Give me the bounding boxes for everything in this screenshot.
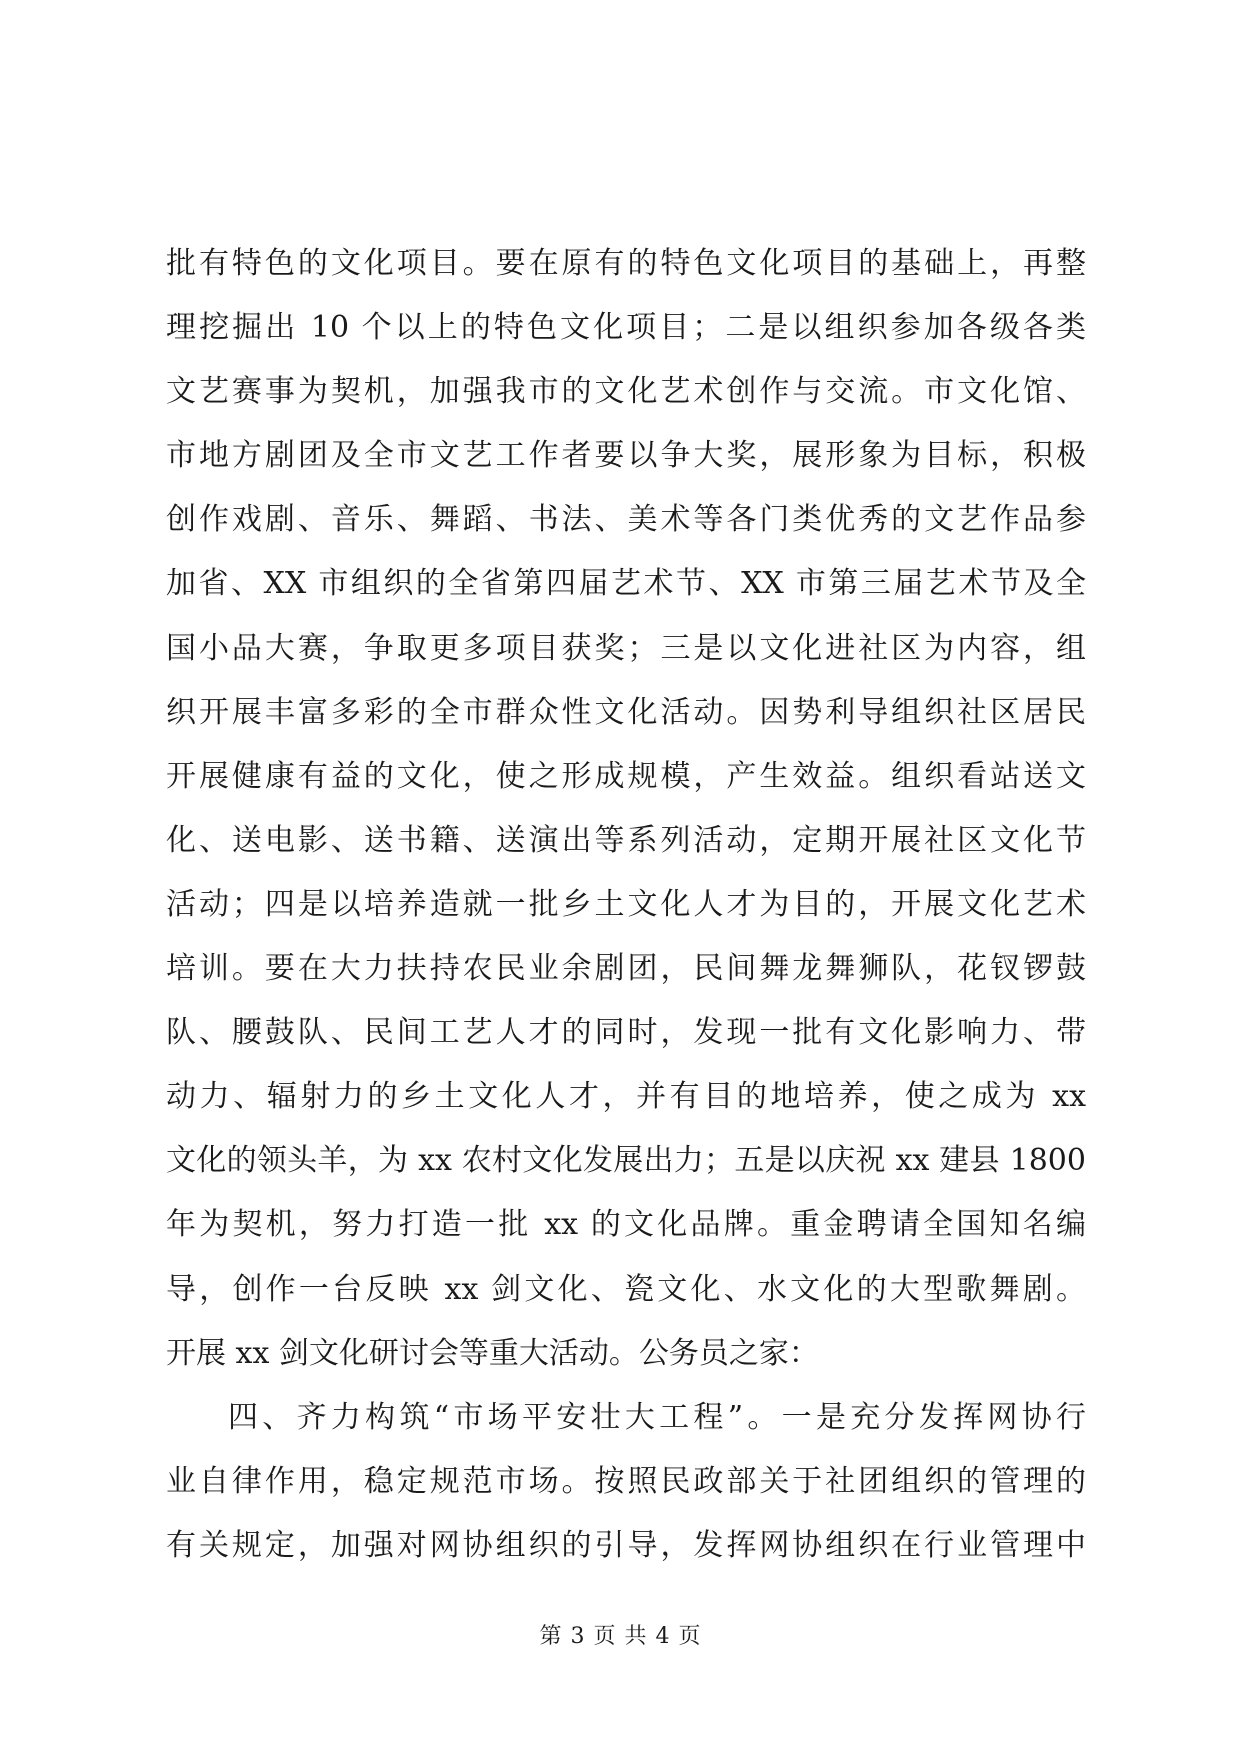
text-line: 织开展丰富多彩的全市群众性文化活动。因势利导组织社区居民 bbox=[166, 694, 1086, 730]
text-line: 活动；四是以培养造就一批乡土文化人才为目的，开展文化艺术 bbox=[166, 886, 1086, 922]
text-line: 理挖掘出 10 个以上的特色文化项目；二是以组织参加各级各类 bbox=[166, 310, 1086, 346]
text-line: 导，创作一台反映 xx 剑文化、瓷文化、水文化的大型歌舞剧。 bbox=[166, 1271, 1086, 1307]
text-line: 动力、辐射力的乡土文化人才，并有目的地培养，使之成为 xx bbox=[166, 1079, 1086, 1115]
text-line: 文艺赛事为契机，加强我市的文化艺术创作与交流。市文化馆、 bbox=[166, 374, 1086, 410]
text-line: 开展健康有益的文化，使之形成规模，产生效益。组织看站送文 bbox=[166, 758, 1086, 794]
text-line: 批有特色的文化项目。要在原有的特色文化项目的基础上，再整 bbox=[166, 246, 1086, 281]
text-line: 年为契机，努力打造一批 xx 的文化品牌。重金聘请全国知名编 bbox=[166, 1207, 1086, 1243]
text-line: 创作戏剧、音乐、舞蹈、书法、美术等各门类优秀的文艺作品参 bbox=[166, 502, 1086, 538]
text-line: 队、腰鼓队、民间工艺人才的同时，发现一批有文化影响力、带 bbox=[166, 1015, 1086, 1051]
text-line: 业自律作用，稳定规范市场。按照民政部关于社团组织的管理的 bbox=[166, 1463, 1086, 1499]
text-line: 文化的领头羊，为 xx 农村文化发展出力；五是以庆祝 xx 建县 1800 bbox=[166, 1143, 1086, 1179]
text-line: 开展 xx 剑文化研讨会等重大活动。公务员之家： bbox=[166, 1335, 819, 1371]
text-line: 培训。要在大力扶持农民业余剧团，民间舞龙舞狮队，花钗锣鼓 bbox=[166, 951, 1086, 987]
paragraph-start-line: 四、齐力构筑“市场平安壮大工程”。一是充分发挥网协行 bbox=[228, 1399, 1086, 1435]
text-line: 国小品大赛，争取更多项目获奖；三是以文化进社区为内容，组 bbox=[166, 630, 1086, 666]
page-number-footer: 第 3 页 共 4 页 bbox=[539, 1624, 702, 1649]
text-line: 有关规定，加强对网协组织的引导，发挥网协组织在行业管理中 bbox=[166, 1527, 1086, 1563]
text-line: 市地方剧团及全市文艺工作者要以争大奖，展形象为目标，积极 bbox=[166, 438, 1086, 474]
document-body bbox=[166, 232, 1086, 1578]
text-line: 加省、XX 市组织的全省第四届艺术节、XX 市第三届艺术节及全 bbox=[166, 566, 1086, 602]
text-line: 化、送电影、送书籍、送演出等系列活动，定期开展社区文化节 bbox=[166, 822, 1086, 858]
